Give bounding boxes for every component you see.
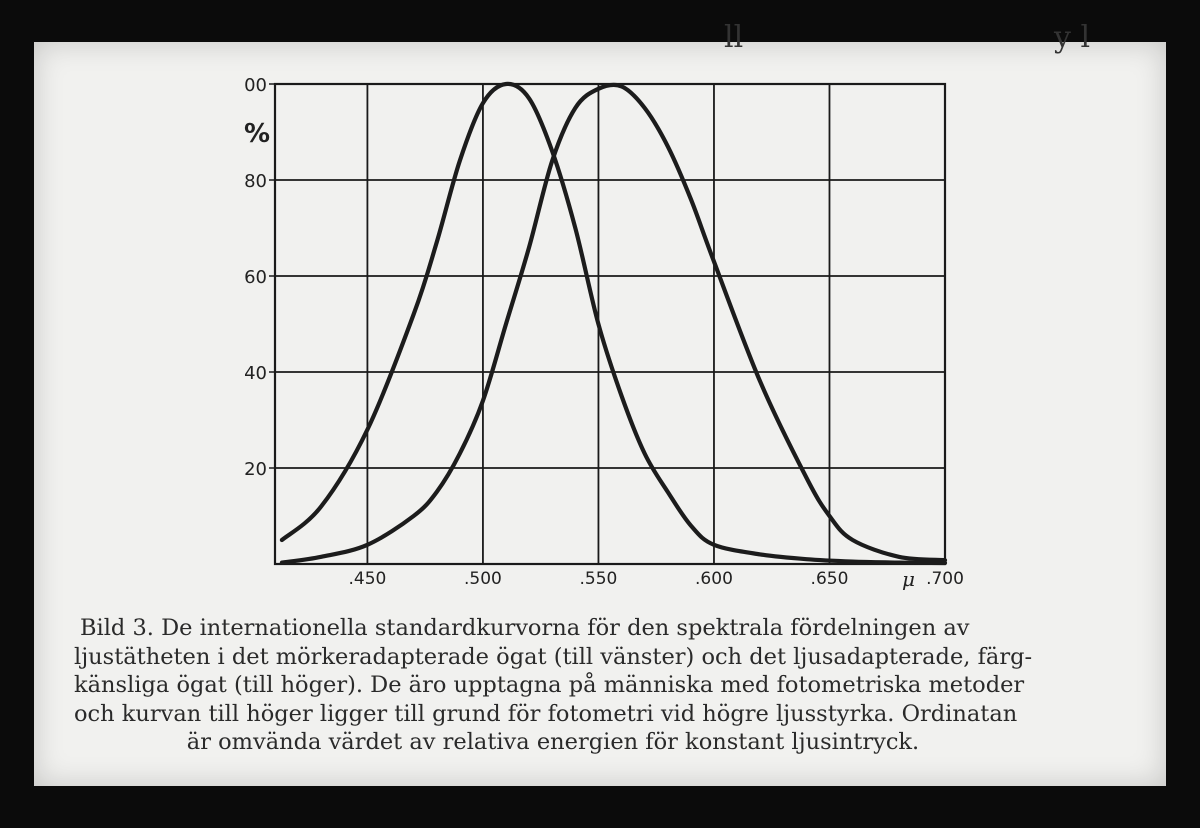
plot-frame xyxy=(275,84,945,564)
x-unit-label: μ xyxy=(902,567,915,591)
photopic-curve xyxy=(282,85,945,563)
y-tick-label: 40 xyxy=(244,363,267,384)
y-tick-label: 60 xyxy=(244,267,267,288)
x-tick-label: .550 xyxy=(579,569,618,589)
chart-curves xyxy=(282,84,945,563)
x-tick-label: .600 xyxy=(695,569,733,589)
x-tick-label: .500 xyxy=(464,569,502,589)
y-tick-label: 20 xyxy=(244,459,267,480)
cropped-previous-text: ll y l xyxy=(724,20,1091,55)
printed-page xyxy=(34,20,1166,786)
caption-line: ljustätheten i det mörkeradapterade ögat (till vänster) och det ljusadapterade, färg- xyxy=(74,643,1033,670)
caption-line: och kurvan till höger ligger till grund för fotometri vid högre ljusstyrka. Ordinatan xyxy=(74,700,1018,727)
chart-grid xyxy=(275,84,945,564)
y-unit-label: % xyxy=(244,119,271,149)
figure-caption xyxy=(74,614,1142,757)
x-tick-label: .700 xyxy=(926,569,964,589)
x-tick-label: .650 xyxy=(810,569,849,589)
y-tick-label: 80 xyxy=(244,171,267,192)
caption-line: är omvända värdet av relativa energien för konstant ljusintryck. xyxy=(186,729,920,755)
caption-line: Bild 3. De internationella standardkurvorna för den spektrala fördelningen av xyxy=(80,615,970,641)
y-tick-label: 00 xyxy=(244,75,267,96)
scotopic-curve xyxy=(282,84,945,563)
x-tick-label: .450 xyxy=(348,569,387,589)
caption-line: känsliga ögat (till höger). De äro upptagna på människa med fotometriska metoder xyxy=(74,672,1025,698)
x-axis-ticks xyxy=(348,569,963,589)
